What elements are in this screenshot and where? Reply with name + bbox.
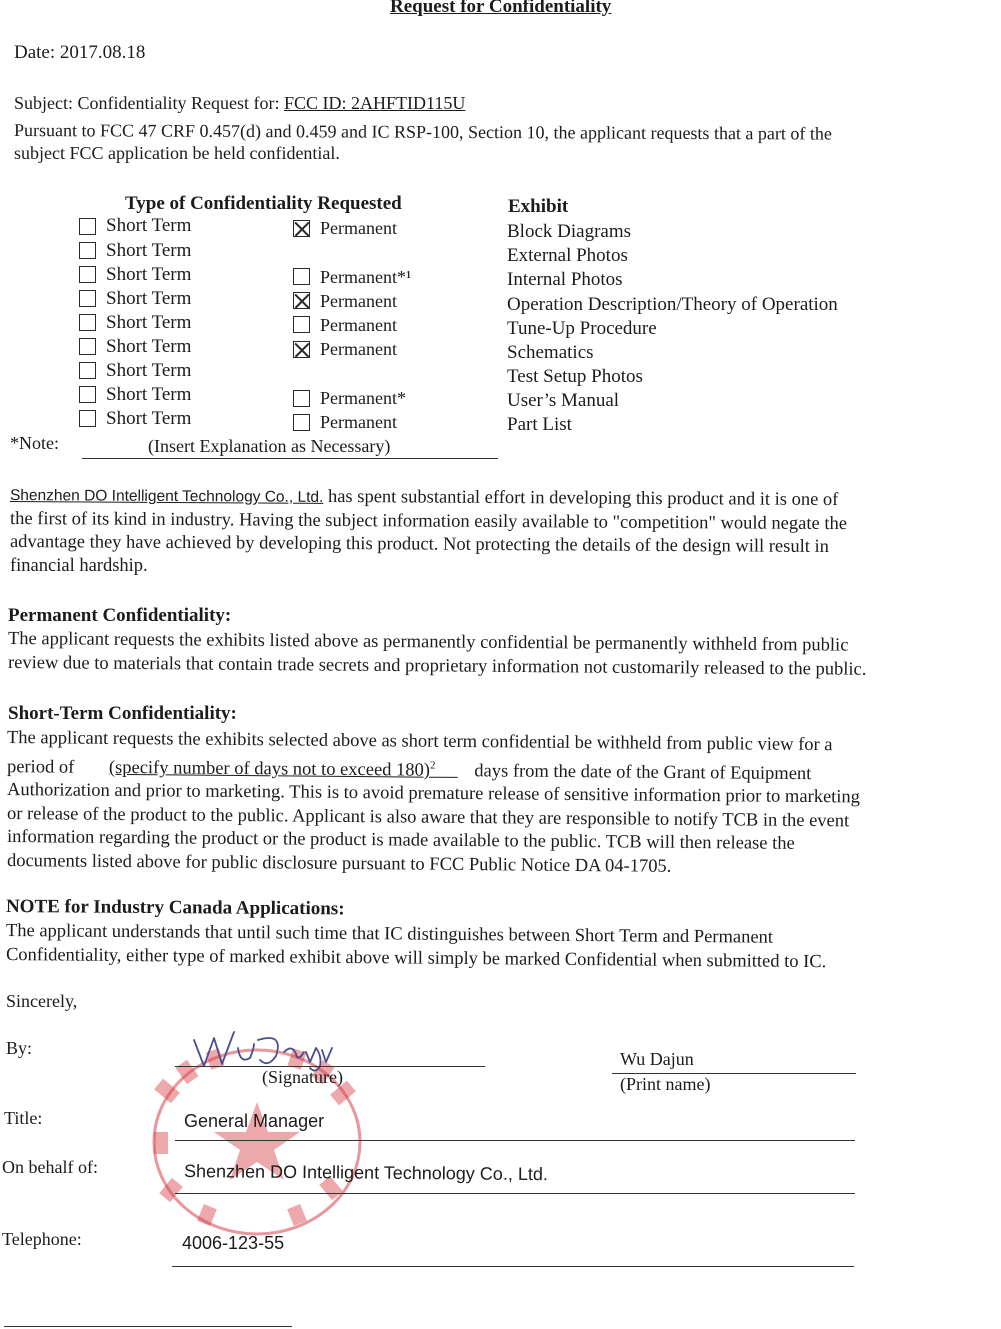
permanent-label: Permanent*¹ xyxy=(320,267,412,287)
short-term-line-2: period of (specify number of days not to exceed 180)$^2$ days from the date of the Grant of Equipment xyxy=(6,756,812,784)
exhibit-item: User’s Manual xyxy=(507,390,620,411)
short-term-line-1: The applicant requests the exhibits selected above as short term confidential be withheld from public view for a xyxy=(6,728,833,756)
permanent-checkbox[interactable] xyxy=(293,414,310,431)
subject-line xyxy=(14,93,465,114)
permanent-checkbox[interactable] xyxy=(293,316,310,333)
title-line xyxy=(175,1140,855,1141)
note-underline xyxy=(82,458,498,459)
short-term-paragraph xyxy=(6,727,861,877)
short-term-label: Short Term xyxy=(106,408,192,429)
exhibit-header: Exhibit xyxy=(508,196,569,217)
short-term-label: Short Term xyxy=(106,312,192,333)
intro-paragraph xyxy=(10,484,847,578)
permanent-label: Permanent xyxy=(320,339,397,359)
ic-heading: NOTE for Industry Canada Applications: xyxy=(5,896,345,920)
exhibit-item: Part List xyxy=(507,414,572,435)
company-name: Shenzhen DO Intelligent Technology Co., Ltd. xyxy=(9,487,324,506)
subject-prefix: Subject: Confidentiality Request for: xyxy=(14,93,284,113)
print-name: Wu Dajun xyxy=(620,1049,694,1069)
title-value: General Manager xyxy=(184,1111,325,1131)
exhibit-item: External Photos xyxy=(507,245,628,266)
permanent-heading: Permanent Confidentiality: xyxy=(8,605,232,626)
intro-line-1: has spent substantial effort in developing this product and it is one of xyxy=(327,486,839,511)
short-term-checkbox[interactable] xyxy=(79,314,96,331)
short-term-label: Short Term xyxy=(106,288,192,309)
note-label: *Note: xyxy=(10,433,59,453)
exhibit-item: Operation Description/Theory of Operation xyxy=(507,294,838,315)
short-term-label: Short Term xyxy=(106,384,192,405)
days-blank: (specify number of days not to exceed 180) xyxy=(108,757,431,781)
ic-paragraph xyxy=(5,920,827,972)
short-term-line-6: documents listed above for public disclosure pursuant to FCC Public Notice DA 04-1705. xyxy=(6,850,672,877)
short-term-label: Short Term xyxy=(106,336,192,357)
short-term-heading: Short-Term Confidentiality: xyxy=(8,703,237,724)
short-term-checkbox[interactable] xyxy=(79,218,96,235)
short-term-checkbox[interactable] xyxy=(79,338,96,355)
by-label: By: xyxy=(6,1038,33,1058)
title-label: Title: xyxy=(4,1108,43,1128)
permanent-checkbox[interactable] xyxy=(293,390,310,407)
subject-line-3: subject FCC application be held confidential. xyxy=(14,143,340,163)
short-term-checkbox[interactable] xyxy=(79,362,96,379)
footnote-rule xyxy=(4,1326,292,1327)
short-term-checkbox[interactable] xyxy=(79,386,96,403)
short-term-checkbox[interactable] xyxy=(79,242,96,259)
permanent-checkbox[interactable] xyxy=(293,268,310,285)
permanent-checkbox[interactable] xyxy=(293,220,310,237)
permanent-label: Permanent xyxy=(320,412,397,432)
exhibit-item: Internal Photos xyxy=(507,269,623,290)
date-line: Date: 2017.08.18 xyxy=(14,42,146,63)
permanent-label: Permanent* xyxy=(320,388,406,408)
exhibit-item: Tune-Up Procedure xyxy=(507,318,657,339)
permanent-label: Permanent xyxy=(320,315,397,335)
short-term-checkbox[interactable] xyxy=(79,266,96,283)
permanent-label: Permanent xyxy=(320,291,397,311)
telephone-value: 4006-123-55 xyxy=(182,1233,285,1253)
short-term-line-4: or release of the product to the public. Applicant is also aware that they are responsible to notify TCB in the event xyxy=(6,803,850,832)
telephone-label: Telephone: xyxy=(2,1229,82,1249)
behalf-line xyxy=(175,1193,855,1194)
exhibit-item: Test Setup Photos xyxy=(507,366,643,387)
ic-line-2: Confidentiality, either type of marked exhibit above will simply be marked Confidential when submitted to IC. xyxy=(5,944,827,972)
permanent-checkbox[interactable] xyxy=(293,292,310,309)
subject-line-2: Pursuant to FCC 47 CRF 0.457(d) and 0.459 and IC RSP-100, Section 10, the applicant requests that a part of the xyxy=(13,120,832,144)
page-title: Request for Confidentiality xyxy=(390,0,612,17)
permanent-line-1: The applicant requests the exhibits listed above as permanently confidential be permanently withheld from public xyxy=(7,629,849,656)
type-header: Type of Confidentiality Requested xyxy=(125,193,402,214)
print-name-caption: (Print name) xyxy=(620,1074,711,1094)
permanent-label: Permanent xyxy=(320,218,397,238)
intro-line-3: advantage they have achieved by developing this product. Not protecting the details of the design will result in xyxy=(9,532,829,558)
intro-line-2: the first of its kind in industry. Having the subject information easily available to "competition" would negate the xyxy=(9,508,848,534)
short-term-label: Short Term xyxy=(106,240,192,261)
exhibit-item: Schematics xyxy=(507,342,594,363)
short-term-line-5: information regarding the product or the product is made available to the public. TCB will then release the xyxy=(6,827,795,855)
short-term-checkbox[interactable] xyxy=(79,290,96,307)
short-term-label: Short Term xyxy=(106,215,192,236)
permanent-line-2: review due to materials that contain trade secrets and proprietary information not customarily released to the public. xyxy=(7,652,867,680)
exhibit-item: Block Diagrams xyxy=(507,221,632,242)
ic-line-1: The applicant understands that until such time that IC distinguishes between Short Term and Permanent xyxy=(5,921,774,948)
signature-caption: (Signature) xyxy=(262,1067,343,1087)
behalf-value: Shenzhen DO Intelligent Technology Co., Ltd. xyxy=(183,1161,548,1185)
short-term-checkbox[interactable] xyxy=(79,410,96,427)
short-term-label: Short Term xyxy=(106,360,192,381)
fcc-id: FCC ID: 2AHFTID115U xyxy=(283,93,466,113)
short-term-label: Short Term xyxy=(106,264,192,285)
permanent-paragraph xyxy=(7,628,867,680)
behalf-label: On behalf of: xyxy=(2,1157,98,1177)
note-text: (Insert Explanation as Necessary) xyxy=(148,436,391,456)
closing: Sincerely, xyxy=(6,991,78,1011)
telephone-line xyxy=(172,1266,854,1267)
short-term-line-3: Authorization and prior to marketing. This is to avoid premature release of sensitive information prior to marketing xyxy=(6,780,861,808)
intro-line-4: financial hardship. xyxy=(10,555,148,576)
permanent-checkbox[interactable] xyxy=(293,341,310,358)
